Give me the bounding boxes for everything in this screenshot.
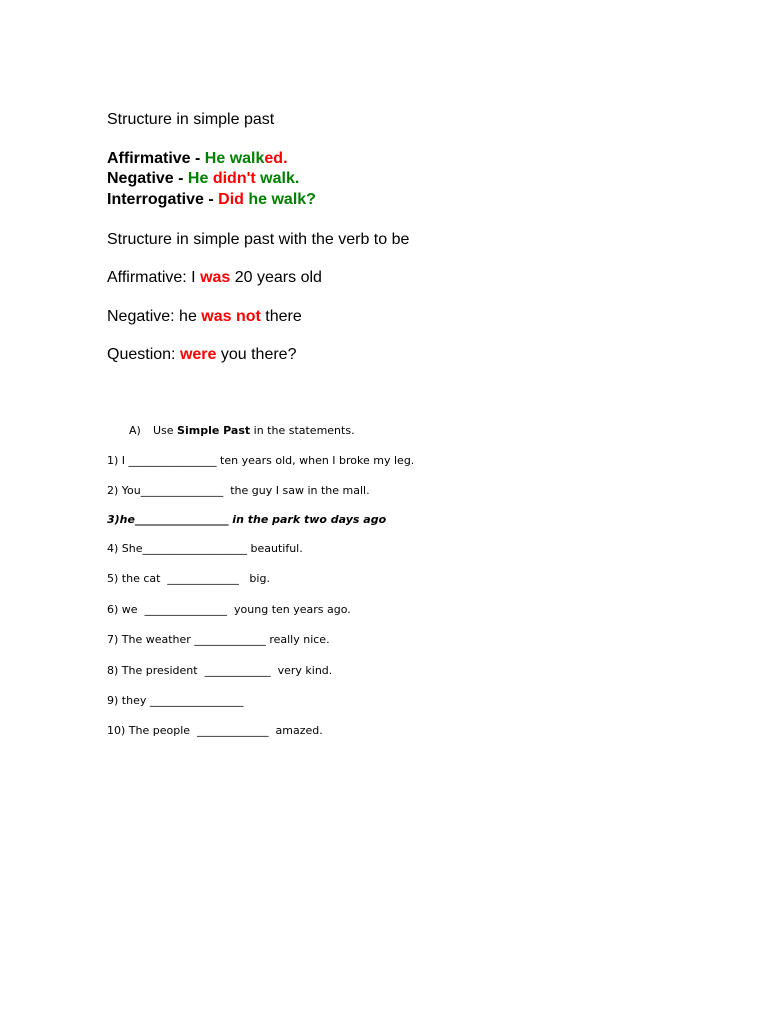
- tobe-question-prefix: Question:: [107, 346, 180, 363]
- tobe-question-line: [107, 347, 296, 363]
- tobe-negative-prefix: Negative: he: [107, 308, 202, 325]
- exercise-item-9: 9) they _________________: [107, 694, 244, 707]
- negative-auxiliary: didn't: [212, 170, 256, 187]
- exercise-item-2: 2) You_______________ the guy I saw in the mall.: [107, 484, 370, 497]
- heading-simple-past: Structure in simple past: [107, 111, 275, 128]
- exercise-item-6: 6) we _______________ young ten years ago.: [107, 603, 351, 616]
- affirmative-label: Affirmative -: [107, 150, 205, 167]
- tobe-negative-line: [107, 309, 302, 325]
- exercise-item-4: 4) She___________________ beautiful.: [107, 542, 303, 555]
- interrogative-label: Interrogative -: [107, 191, 219, 208]
- tobe-question-suffix: you there?: [216, 346, 297, 363]
- exercise-item-1: 1) I ________________ ten years old, when I broke my leg.: [107, 454, 415, 467]
- negative-verb: walk.: [255, 170, 300, 187]
- tobe-affirmative-suffix: 20 years old: [230, 269, 322, 286]
- exercise-item-5: 5) the cat _____________ big.: [107, 572, 270, 585]
- negative-line: [107, 171, 299, 187]
- interrogative-auxiliary: Did: [218, 191, 244, 208]
- tobe-affirmative-verb: was: [200, 269, 231, 286]
- exercise-instruction: [153, 425, 355, 436]
- tobe-affirmative-prefix: Affirmative: I: [107, 269, 201, 286]
- exercise-marker: A): [129, 424, 141, 437]
- interrogative-line: [107, 192, 316, 208]
- tobe-negative-suffix: there: [260, 308, 302, 325]
- heading-verb-to-be: Structure in simple past with the verb to be: [107, 231, 410, 248]
- affirmative-line: [107, 151, 288, 167]
- instruction-pre: Use: [153, 424, 178, 437]
- exercise-item-3: 3)he_________________ in the park two days ago: [107, 513, 387, 526]
- instruction-bold: Simple Past: [177, 424, 251, 437]
- affirmative-stem: He walk: [204, 150, 265, 167]
- affirmative-suffix: ed: [264, 150, 284, 167]
- interrogative-rest: he walk?: [243, 191, 316, 208]
- affirmative-period: .: [283, 150, 288, 167]
- negative-label: Negative -: [107, 170, 188, 187]
- exercise-item-10: 10) The people _____________ amazed.: [107, 724, 323, 737]
- tobe-affirmative-line: [107, 270, 322, 286]
- tobe-question-verb: were: [179, 346, 217, 363]
- exercise-item-7: 7) The weather _____________ really nice.: [107, 633, 330, 646]
- instruction-post: in the statements.: [250, 424, 355, 437]
- exercise-item-8: 8) The president ____________ very kind.: [107, 664, 333, 677]
- tobe-negative-verb: was not: [201, 308, 261, 325]
- negative-subject: He: [187, 170, 213, 187]
